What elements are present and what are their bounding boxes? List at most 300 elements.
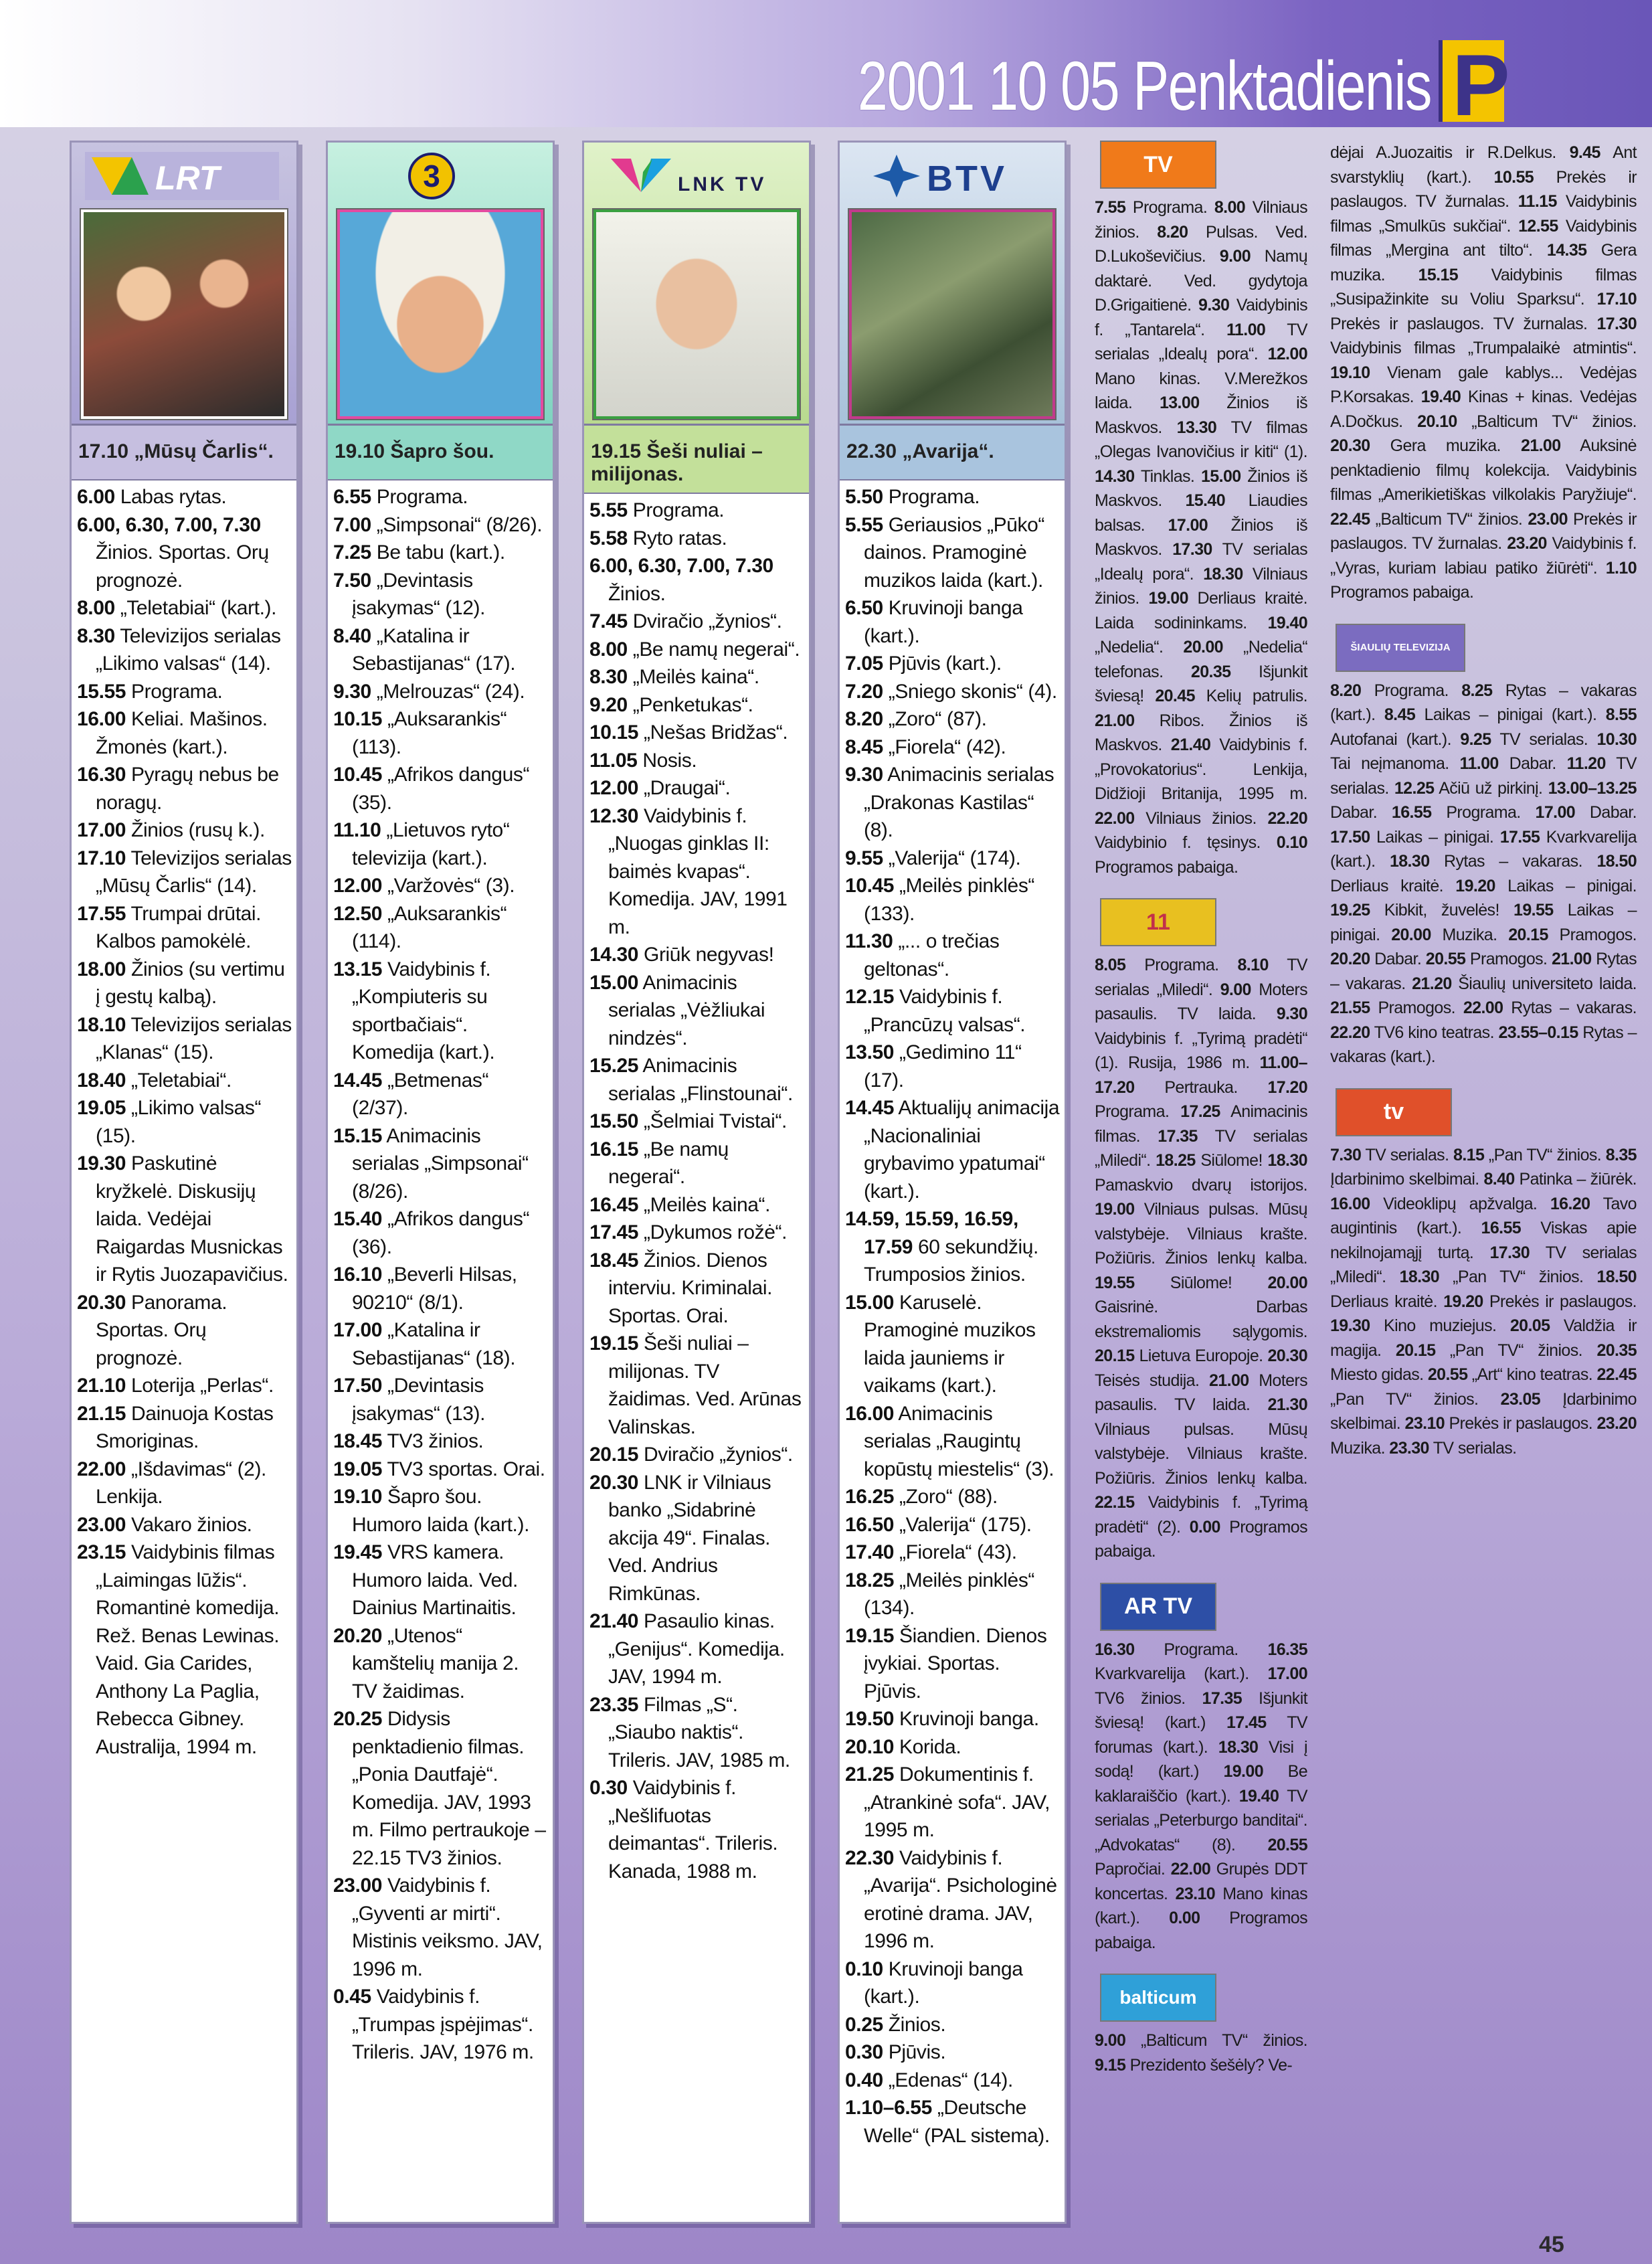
program-title: LNK ir Vilniaus banko „Sidabrinė akcija 49“. Finalas. Ved. Andrius Rimkūnas. [608,1471,771,1605]
program-item [589,1136,805,1191]
page-number: 45 [1539,2232,1564,2257]
tv3-logo [401,152,462,200]
program-item [333,705,549,761]
program-time: 18.45 [333,1430,383,1452]
program-title: „Auksarankis“ (114). [352,902,507,952]
program-item [77,483,292,511]
program-item [333,567,549,622]
program-title: Vaidybinis f. „Nuogas ginklas II: baimės kvapas“. Komedija. JAV, 1991 m. [608,804,788,938]
program-time: 15.40 [333,1208,383,1230]
program-title: Vaidybinis f. „Trumpas įspėjimas“. Trileris. JAV, 1976 m. [352,1986,534,2063]
program-time: 19.50 [845,1708,895,1730]
program-title: Dainuoja Kostas Smoriginas. [96,1402,274,1452]
artv-logo: AR TV [1100,1583,1216,1631]
program-time: 0.25 [845,2013,883,2036]
program-title: Ryto ratas. [632,527,727,549]
program-time: 8.30 [77,624,115,647]
program-title: Šapro šou. Humoro laida (kart.). [352,1486,530,1536]
program-time: 17.00 [77,819,126,841]
program-time: 23.00 [77,1513,126,1536]
program-title: „Afrikos dangus“ (36). [352,1208,530,1258]
btv-logo [873,152,1034,200]
program-item [845,594,1061,650]
program-time: 6.50 [845,597,883,619]
day-badge-letter: P [1452,36,1510,134]
program-title: „Katalina ir Sebastijanas“ (18). [352,1319,516,1369]
program-title: Pjūvis. [888,2041,946,2063]
program-title: Loterija „Perlas“. [131,1375,274,1397]
program-item [589,774,805,802]
program-time: 20.25 [333,1708,383,1730]
program-title: Žinios. [608,582,666,605]
program-item [845,1955,1061,2011]
channel-column-lrt [70,141,298,2224]
program-time: 6.00 [77,486,115,508]
program-time: 0.45 [333,1986,371,2008]
program-time: 9.20 [589,693,628,716]
program-title: „Fiorela“ (43). [899,1541,1017,1563]
program-title: Geriausios „Pūko“ dainos. Pramoginė muzikos laida (kart.). [864,513,1045,592]
program-item [589,969,805,1053]
program-time: 20.20 [333,1624,383,1647]
promo-caption: 19.10 Šapro šou. [328,426,553,481]
program-title: „Meilės pinklės“ (134). [864,1569,1035,1619]
program-time: 12.00 [589,777,639,799]
program-item [77,594,292,622]
program-title: „Edenas“ (14). [888,2069,1013,2091]
program-title: „Meilės kaina“. [644,1193,771,1216]
program-item [333,511,549,539]
program-time: 6.00, 6.30, 7.00, 7.30 [589,555,773,577]
program-item [589,1607,805,1691]
program-time: 18.10 [77,1013,126,1036]
program-title: Vaidybinis f. „Prancūzų valsas“. [864,986,1026,1036]
program-time: 15.50 [589,1110,639,1132]
schedule-text: 7.30 TV serialas. 8.15 „Pan TV“ žinios. 8.35 Įdarbinimo skelbimai. 8.40 Patinka – žiūrėk. 16.00 Videoklipų apžvalga. 16.20 Tavo augintinis (kart.). 16.55 Viskas apie nekilnojamąjį turtą. 17.30 TV serialas „Miledi“. 18.30 „Pan TV“ žinios. 18.50 Derliaus kraitė. 19.20 Prekės ir paslaugos. 19.30 Kino muziejus. 20.05 Valdžia ir magija. 20.15 „Pan TV“ žinios. 20.35 Miesto gidas. 20.55 „Art“ kino teatras. 22.45 „Pan TV“ žinios. 23.05 Įdarbinimo skelbimai. 23.10 Prekės ir paslaugos. 23.20 Muzika. 23.30 TV serialas. [1330,1145,1637,1458]
btv-logo-text: BTV [927,159,1007,199]
regional-block [1326,1088,1641,1461]
program-item [333,872,549,900]
program-item [589,1469,805,1608]
program-item [77,816,292,845]
program-item [77,1150,292,1289]
program-title: Korida. [899,1735,961,1758]
program-title: „Zoro“ (88). [899,1486,998,1508]
program-item [845,983,1061,1039]
program-title: Nosis. [642,749,697,772]
program-item [845,705,1061,733]
program-title: „Betmenas“ (2/37). [352,1069,489,1119]
program-item [845,761,1061,845]
program-title: „Gedimino 11“ (17). [864,1041,1022,1092]
program-title: „Melrouzas“ (24). [376,680,525,703]
program-title: Žinios. [888,2013,946,2036]
program-time: 20.10 [845,1735,895,1758]
program-item [845,2094,1061,2150]
program-title: Žinios (rusų k.). [131,819,265,841]
program-item [845,1733,1061,1761]
channel-column-btv [838,141,1067,2224]
program-item [333,678,549,706]
program-time: 9.55 [845,847,883,869]
lrt-logo [85,152,279,200]
program-time: 9.30 [845,764,883,786]
program-time: 20.30 [77,1291,126,1314]
program-time: 21.10 [77,1375,126,1397]
program-title: „Išdavimas“ (2). Lenkija. [96,1458,266,1508]
program-time: 10.15 [589,721,639,744]
program-time: 16.00 [845,1402,895,1425]
program-title: Filmas „S“. „Siaubo naktis“. Trileris. JAV, 1985 m. [608,1693,790,1771]
program-item [845,678,1061,706]
program-time: 19.30 [77,1152,126,1174]
program-title: „Lietuvos ryto“ televizija (kart.). [352,819,510,869]
program-title: „Auksarankis“ (113). [352,708,507,758]
program-time: 8.40 [333,624,371,647]
promo-photo [81,209,287,419]
lnk-logo [611,152,785,200]
program-item [845,1539,1061,1567]
program-title: Labas rytas. [120,486,227,508]
program-item [589,1691,805,1775]
program-time: 20.15 [589,1444,639,1466]
program-title: „Be namų negerai“. [608,1138,729,1188]
program-time: 14.45 [333,1069,383,1092]
program-time: 0.30 [589,1777,628,1799]
program-title: „Afrikos dangus“ (35). [352,764,530,814]
program-title: „Meilės kaina“. [632,666,759,688]
program-item [589,497,805,525]
program-title: „Draugai“. [644,777,731,799]
promo-photo [593,209,800,419]
program-item [845,928,1061,983]
program-item [845,2038,1061,2067]
program-title: Kruvinoji banga (kart.). [864,1957,1023,2008]
program-list [584,494,809,1885]
program-item [845,2067,1061,2095]
program-item [333,1622,549,1706]
program-item [589,1191,805,1219]
program-item [333,1539,549,1622]
program-item [589,663,805,691]
program-time: 14.59, 15.59, 16.59, 17.59 [845,1208,1018,1258]
program-time: 5.50 [845,486,883,508]
program-time: 18.40 [77,1069,126,1092]
program-time: 18.45 [589,1249,639,1272]
program-title: Vaidybinis filmas „Laimingas lūžis“. Romantinė komedija. Rež. Benas Lewinas. Vaid. Gia Carides, Anthony La Paglia, Rebecca Gibney. Australija, 1994 m. [96,1541,280,1758]
program-time: 19.15 [845,1624,895,1647]
program-title: Trumpai drūtai. Kalbos pamokėlė. [96,902,262,952]
program-time: 11.05 [589,749,638,772]
program-title: „Beverli Hilsas, 90210“ (8/1). [352,1264,517,1314]
program-title: „Nešas Bridžas“. [644,721,788,744]
program-time: 5.55 [589,499,628,521]
promo-caption: 17.10 „Mūsų Čarlis“. [72,426,296,481]
program-item [77,1067,292,1095]
program-item [845,1844,1061,1955]
program-title: „Valerija“ (174). [888,847,1021,869]
program-title: Programa. [888,486,980,508]
program-item [845,2011,1061,2039]
program-title: Pjūvis (kart.). [888,652,1002,675]
program-item [845,1205,1061,1289]
program-title: „Zoro“ (87). [888,708,987,730]
channel-header [72,143,296,426]
schedule-text: 8.05 Programa. 8.10 TV serialas „Miledi“. 9.00 Moters pasaulis. TV laida. 9.30 Vaidybinis f. „Tyrimą pradėti“ (1). Rusija, 1986 m. 11.00–17.20 Pertrauka. 17.20 Programa. 17.25 Animacinis filmas. 17.35 TV serialas „Miledi“. 18.25 Siūlome! 18.30 Pamaskvio dvarų istorijos. 19.00 Vilniaus pulsas. Mūsų valstybėje. Vilniaus krašte. Požiūris. Žinios lenkų kalba. 19.55 Siūlome! 20.00 Gaisrinė. Darbas ekstremaliomis sąlygomis. 20.15 Lietuva Europoje. 20.30 Teisės studija. 21.00 Moters pasaulis. TV laida. 21.30 Vilniaus pulsas. Mūsų valstybėje. Vilniaus krašte. Požiūris. Žinios lenkų kalba. 22.15 Vaidybinis f. „Tyrimą pradėti“ (2). 0.00 Programos pabaiga. [1095,956,1307,1561]
program-title: „Simpsonai“ (8/26). [376,513,543,536]
program-title: „Dykumos rožė“. [644,1221,788,1243]
program-title: „Sniego skonis“ (4). [888,680,1057,703]
program-item [845,872,1061,928]
program-title: „Utenos“ kamštelių manija 2. TV žaidimas. [352,1624,519,1703]
program-title: Didysis penktadienio filmas. „Ponia Dautfajė“. Komedija. JAV, 1993 m. Filmo pertraukoje – 22.15 TV3 žinios. [352,1708,546,1869]
program-title: Karuselė. Pramoginė muzikos laida jauniems ir vaikams (kart.). [864,1291,1036,1397]
program-item [77,511,292,595]
program-time: 8.45 [845,735,883,758]
promo-caption: 19.15 Šeši nuliai – milijonas. [584,426,809,494]
schedule-text: 7.55 Programa. 8.00 Vilniaus žinios. 8.20 Pulsas. Ved. D.Lukoševičius. 9.00 Namų daktarė. Ved. gydytoja D.Grigaitienė. 9.30 Vaidybinis f. „Tantarela“. 11.00 TV serialas „Idealų pora“. 12.00 Mano kinas. V.Merežkos laida. 13.00 Žinios iš Maskvos. 13.30 TV filmas „Olegas Ivanovičius ir kiti“ (1). 14.30 Tinklas. 15.00 Žinios iš Maskvos. 15.40 Liaudies balsas. 17.00 Žinios iš Maskvos. 17.30 TV serialas „Idealų pora“. 18.30 Vilniaus žinios. 19.00 Derliaus kraitė. Laida sodininkams. 19.40 „Nedelia“. 20.00 „Nedelia“ telefonas. 20.35 Išjunkit šviesą! 20.45 Kelių patrulis. 21.00 Ribos. Žinios iš Maskvos. 21.40 Vaidybinis f. „Provokatorius“. Lenkija, Didžioji Britanija, 1995 m. 22.00 Vilniaus žinios. 22.20 Vaidybinio f. tęsinys. 0.10 Programos pabaiga. [1095,198,1308,877]
program-time: 20.30 [589,1471,639,1494]
program-title: Programa. [131,680,223,703]
program-item [845,1567,1061,1622]
regional-block [1326,141,1641,605]
program-title: TV3 sportas. Orai. [387,1458,545,1480]
program-item [333,1067,549,1122]
program-item [589,1441,805,1469]
program-time: 7.25 [333,541,371,563]
program-time: 12.50 [333,902,383,925]
program-item [77,1094,292,1150]
program-time: 0.10 [845,1957,883,1980]
program-item [77,1011,292,1067]
program-time: 13.15 [333,958,383,980]
program-time: 8.00 [589,638,628,661]
program-item [333,1483,549,1539]
program-time: 15.00 [589,971,639,994]
program-title: „Teletabiai“. [131,1069,232,1092]
regional-block [1091,141,1311,879]
program-title: Žinios. Sportas. Orų prognozė. [96,541,269,592]
program-time: 7.00 [333,513,371,536]
program-item [845,1511,1061,1539]
program-item [333,622,549,678]
program-item [589,1774,805,1885]
program-title: „Likimo valsas“ (15). [96,1097,262,1147]
pan-tv-logo: tv [1336,1088,1452,1136]
program-item [77,705,292,761]
program-time: 15.15 [333,1124,383,1147]
program-time: 7.05 [845,652,883,675]
program-item [845,733,1061,762]
program-item [589,636,805,664]
program-item [845,1289,1061,1400]
program-title: Dviračio „žynios“. [644,1444,793,1466]
program-time: 12.15 [845,986,895,1008]
program-title: Vaidybinis f. „Avarija“. Psichologinė erotinė drama. JAV, 1996 m. [864,1846,1057,1952]
lrt-logo-text: LRT [155,159,220,197]
program-time: 7.45 [589,610,628,632]
program-title: Pasaulio kinas. „Genijus“. Komedija. JAV, 1994 m. [608,1610,785,1688]
program-time: 7.50 [333,569,371,592]
program-title: Panorama. Sportas. Orų prognozė. [96,1291,227,1369]
program-title: „Devintasis įsakymas“ (12). [352,569,486,619]
program-item [589,691,805,719]
program-item [77,900,292,956]
program-title: Vaidybinis f. „Nešlifuotas deimantas“. Trileris. Kanada, 1988 m. [608,1777,778,1883]
program-title: VRS kamera. Humoro laida. Ved. Dainius Martinaitis. [352,1541,518,1619]
program-title: Animacinis serialas „Flinstounai“. [608,1055,793,1105]
program-item [333,1872,549,1983]
program-title: Šiandien. Dienos įvykiai. Sportas. Pjūvis. [864,1624,1047,1703]
channel-header [328,143,553,426]
program-item [333,1372,549,1427]
program-item [333,900,549,956]
program-time: 8.20 [845,708,883,730]
program-item [77,1539,292,1761]
program-item [845,1705,1061,1733]
program-item [77,1511,292,1539]
program-title: Televizijos serialas „Mūsų Čarlis“ (14). [96,847,292,897]
promo-caption: 22.30 „Avarija“. [840,426,1065,481]
program-time: 16.45 [589,1193,639,1216]
program-title: 60 sekundžių. Trumposios žinios. [864,1235,1038,1286]
program-item [333,1456,549,1484]
program-time: 17.45 [589,1221,639,1243]
program-time: 11.30 [845,930,893,952]
program-title: „Devintasis įsakymas“ (13). [352,1375,486,1425]
program-item [589,747,805,775]
regional-column-right [1326,141,1641,1479]
program-time: 17.10 [77,847,126,869]
regional-column-left [1091,141,1311,2096]
program-time: 23.35 [589,1693,639,1716]
program-title: „Fiorela“ (42). [888,735,1006,758]
program-item [845,1483,1061,1511]
regional-block [1326,624,1641,1069]
program-time: 10.45 [845,875,895,897]
program-item [333,483,549,511]
program-item [77,622,292,678]
program-title: Animacinis serialas „Raugintų kopūstų miestelis“ (3). [864,1402,1054,1480]
program-time: 19.15 [589,1332,639,1355]
program-title: Šeši nuliai – milijonas. TV žaidimas. Ved. Arūnas Valinskas. [608,1332,802,1438]
program-item [333,1427,549,1456]
program-item [845,1400,1061,1484]
program-title: Kruvinoji banga. [899,1708,1039,1730]
program-time: 16.30 [77,764,126,786]
program-item [589,1108,805,1136]
program-item [77,761,292,816]
program-time: 16.15 [589,1138,639,1160]
channel-header [584,143,809,426]
program-time: 16.10 [333,1264,383,1286]
schedule-text: 9.00 „Balticum TV“ žinios. 9.15 Prezidento šešėly? Ve- [1095,2031,1307,2075]
program-time: 14.45 [845,1097,895,1119]
program-title: „Varžovės“ (3). [387,875,515,897]
channel-column-lnk [582,141,811,2224]
schedule-text: 8.20 Programa. 8.25 Rytas – vakaras (kart.). 8.45 Laikas – pinigai (kart.). 8.55 Autofanai (kart.). 9.25 TV serialas. 10.30 Tai neįmanoma. 11.00 Dabar. 11.20 TV serialas. 12.25 Ačiū už pirkinį. 13.00–13.25 Dabar. 16.55 Programa. 17.00 Dabar. 17.50 Laikas – pinigai. 17.55 Kvarkvarelija (kart.). 18.30 Rytas – vakaras. 18.50 Derliaus kraitė. 19.20 Laikas – pinigai. 19.25 Kibkit, žuvelės! 19.55 Laikas – pinigai. 20.00 Muzika. 20.15 Pramogos. 20.20 Dabar. 20.55 Pramogos. 21.00 Rytas – vakaras. 21.20 Šiaulių universiteto laida. 21.55 Pramogos. 22.00 Rytas – vakaras. 22.20 TV6 kino teatras. 23.55–0.15 Rytas – vakaras (kart.). [1330,681,1637,1066]
program-time: 0.40 [845,2069,883,2091]
program-time: 16.25 [845,1486,895,1508]
program-time: 10.45 [333,764,383,786]
program-time: 16.00 [77,708,126,730]
program-time: 7.20 [845,680,883,703]
program-title: Dviračio „žynios“. [632,610,782,632]
channel-header [840,143,1065,426]
program-item [333,539,549,567]
program-item [589,1330,805,1441]
balticum-logo: balticum [1100,1974,1216,2022]
program-title: Be tabu (kart.). [376,541,505,563]
program-item [845,845,1061,873]
regional-channels [1091,141,1647,2224]
program-item [589,1219,805,1247]
program-item [589,941,805,969]
page-header [0,0,1652,134]
program-time: 21.15 [77,1402,126,1425]
program-title: Kruvinoji banga (kart.). [864,597,1023,647]
program-time: 22.00 [77,1458,126,1480]
program-list [72,481,296,1761]
program-item [333,1261,549,1316]
program-item [77,1456,292,1511]
program-time: 17.00 [333,1319,383,1341]
program-title: Programa. [632,499,725,521]
program-item [845,650,1061,678]
program-item [589,719,805,747]
program-item [77,956,292,1011]
program-title: Programa. [376,486,468,508]
program-title: Animacinis serialas „Drakonas Kastilas“ (8). [864,764,1054,841]
program-item [333,761,549,816]
program-item [845,1761,1061,1844]
program-title: Televizijos serialas „Likimo valsas“ (14). [96,624,281,675]
program-title: „Valerija“ (175). [899,1513,1032,1536]
program-title: Žinios (su vertimu į gestų kalbą). [96,958,285,1008]
regional-block [1091,898,1311,1564]
program-item [333,1205,549,1261]
program-item [77,845,292,900]
program-item [333,1983,549,2067]
program-item [589,552,805,608]
program-title: Televizijos serialas „Klanas“ (15). [96,1013,292,1063]
program-title: „Deutsche Welle“ (PAL sistema). [864,2097,1050,2147]
program-time: 15.55 [77,680,126,703]
program-title: Animacinis serialas „Vėžliukai nindzės“. [608,971,765,1049]
promo-photo [337,209,543,419]
program-item [589,525,805,553]
program-title: Aktualijų animacija „Nacionaliniai grybavimo ypatumai“ (kart.). [864,1097,1060,1203]
program-time: 11.10 [333,819,381,841]
schedule-text: 16.30 Programa. 16.35 Kvarkvarelija (kart.). 17.00 TV6 žinios. 17.35 Išjunkit šviesą! (kart.) 17.45 TV forumas (kart.). 18.30 Visi į sodą! (kart.) 19.00 Be kaklaraiščio (kart.). 19.40 TV serialas „Peterburgo banditai“. „Advokatas“ (8). 20.55 Papročiai. 22.00 Grupės DDT koncertas. 23.10 Mano kinas (kart.). 0.00 Programos pabaiga. [1095,1640,1308,1952]
program-item [333,1316,549,1372]
program-time: 15.00 [845,1291,895,1314]
program-time: 8.00 [77,597,115,619]
program-title: Keliai. Mašinos. Žmonės (kart.). [96,708,268,758]
program-time: 0.30 [845,2041,883,2063]
program-title: „Meilės pinklės“ (133). [864,875,1035,925]
program-item [77,1372,292,1400]
program-time: 12.00 [333,875,383,897]
program-item [333,1122,549,1206]
program-title: „Katalina ir Sebastijanas“ (17). [352,624,516,675]
program-time: 17.50 [333,1375,383,1397]
program-time: 9.30 [333,680,371,703]
program-item [589,1052,805,1108]
program-time: 17.40 [845,1541,895,1563]
program-item [845,1039,1061,1094]
siauliu-tv-logo: ŠIAULIŲ TELEVIZIJA [1336,624,1465,672]
